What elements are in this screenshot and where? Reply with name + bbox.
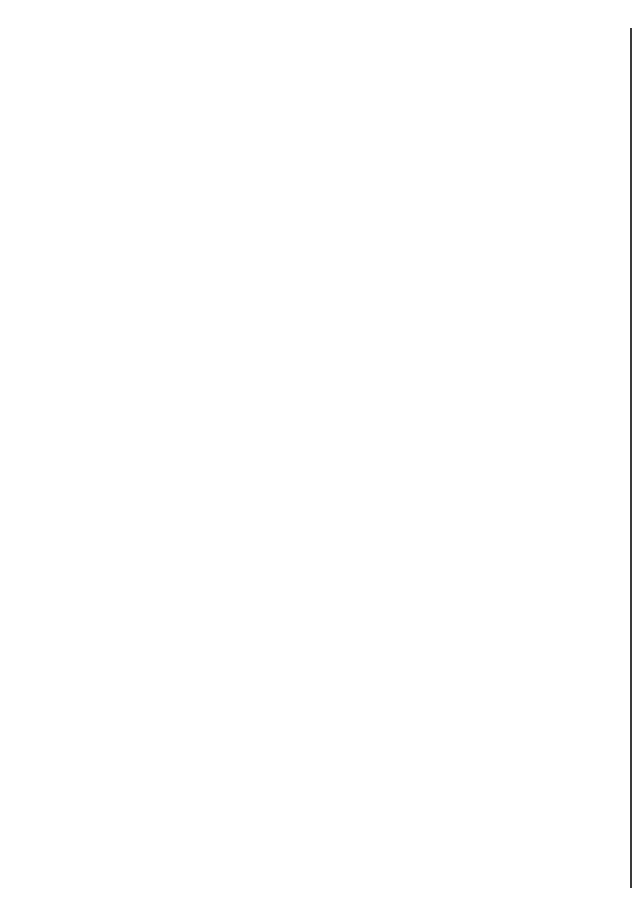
page-edge-shadow: [630, 28, 632, 888]
document-body: [0, 54, 639, 90]
section-line-1: [0, 54, 639, 72]
section-line-2: [0, 72, 639, 90]
section-heading: [0, 54, 639, 90]
